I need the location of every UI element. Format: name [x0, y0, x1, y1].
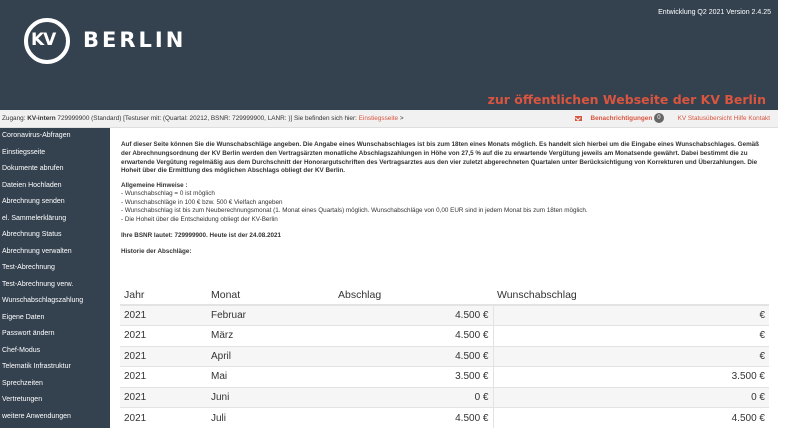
brand-name: BERLIN [83, 28, 187, 52]
sidebar-item-weitere-anwendungen[interactable]: weitere Anwendungen [2, 412, 71, 420]
wunschabschlag-input[interactable]: 0 € [493, 387, 769, 408]
hinweis-item: - Wunschabschlag ist bis zum Neuberechnungsmonat (1. Monat eines Quartals) möglich. Wunschabschläge von 0,00 EUR sind in jedem Monat bis zum 18ten möglich. [121, 207, 588, 215]
historie-title: Historie der Abschläge: [121, 247, 192, 255]
table-row [120, 305, 769, 326]
sidebar-item-dokumente-abrufen[interactable]: Dokumente abrufen [2, 165, 64, 172]
access-info [2, 110, 404, 128]
sidebar-item-sprechzeiten[interactable]: Sprechzeiten [2, 379, 43, 387]
sidebar-item-abrechnung-status[interactable]: Abrechnung Status [2, 231, 62, 238]
hinweise-list [121, 190, 769, 224]
abschlag-history-table [120, 286, 769, 428]
sidebar-item-abrechnung-senden[interactable]: Abrechnung senden [2, 198, 65, 205]
cell-monat: Juli [207, 408, 334, 428]
cell-jahr: 2021 [120, 408, 207, 428]
column-header-wunschabschlag: Wunschabschlag [493, 286, 769, 305]
column-header-monat: Monat [207, 286, 334, 305]
table-row [120, 367, 769, 388]
cell-abschlag: 4.500 € [334, 326, 493, 347]
sidebar-item-sammelerklaerung[interactable]: el. Sammelerklärung [2, 214, 67, 222]
access-details: 729999900 (Standard) [Testuser mit: (Quartal: 20212, BSNR: 729999900, LANR: )] Sie befinden sich hier: [55, 115, 359, 122]
sidebar-item-einstiegsseite[interactable]: Einstiegsseite [2, 148, 46, 156]
cell-abschlag: 0 € [334, 387, 493, 408]
sidebar-item-test-abrechnung-verw[interactable]: Test-Abrechnung verw. [2, 280, 74, 288]
sidebar-item-telematik-infrastruktur[interactable]: Telematik Infrastruktur [2, 363, 71, 370]
cell-jahr: 2021 [120, 326, 207, 347]
table-row [120, 387, 769, 408]
public-website-link[interactable]: zur öffentlichen Webseite der KV Berlin [487, 92, 766, 107]
table-row [120, 408, 769, 428]
cell-jahr: 2021 [120, 367, 207, 388]
sidebar-nav [0, 128, 110, 428]
sidebar-item-test-abrechnung[interactable]: Test-Abrechnung [2, 264, 55, 271]
page-header [0, 0, 778, 110]
wunschabschlag-input[interactable]: € [493, 305, 769, 326]
breadcrumb-link[interactable]: Einstiegsseite [358, 115, 399, 122]
sidebar-item-vertretungen[interactable]: Vertretungen [2, 396, 43, 403]
hinweis-item: - Die Hoheit über die Entscheidung obliegt der KV-Berlin [121, 215, 278, 223]
cell-abschlag: 4.500 € [334, 305, 493, 326]
access-prefix: Zugang: [2, 115, 28, 122]
contact-link[interactable]: Kontakt [748, 115, 770, 122]
notifications-count-badge: 0 [654, 113, 663, 123]
sidebar-item-dateien-hochladen[interactable]: Dateien Hochladen [2, 181, 62, 189]
wunschabschlag-input[interactable]: € [493, 326, 769, 347]
table-row [120, 346, 769, 367]
bsnr-line: Ihre BSNR lautet: 729999900. Heute ist der 24.08.2021 [121, 231, 281, 239]
sidebar-item-passwort-aendern[interactable]: Passwort ändern [2, 330, 55, 337]
notifications-link[interactable]: Benachrichtigungen [590, 115, 653, 122]
wunschabschlag-input[interactable]: € [493, 346, 769, 367]
status-overview-link[interactable]: KV Statusübersicht [677, 115, 732, 122]
infobar-actions [575, 110, 770, 128]
breadcrumb-separator: > [398, 115, 404, 122]
cell-monat: Mai [207, 367, 334, 388]
hinweise-title: Allgemeine Hinweise : [121, 182, 188, 190]
wunschabschlag-input[interactable]: 3.500 € [493, 367, 769, 388]
cell-abschlag: 3.500 € [334, 367, 493, 388]
table-header-row [120, 286, 769, 305]
cell-monat: April [207, 346, 334, 367]
logo-text: KV [31, 30, 56, 50]
hinweis-item: - Wunschabschlag = 0 ist möglich [121, 190, 215, 198]
main-content [121, 141, 769, 256]
help-link[interactable]: Hilfe [733, 115, 747, 122]
hinweis-item: - Wunschabschläge in 100 € bzw. 500 € Vielfach angeben [121, 198, 283, 206]
cell-jahr: 2021 [120, 346, 207, 367]
cell-abschlag: 4.500 € [334, 408, 493, 428]
version-label: Entwicklung Q2 2021 Version 2.4.25 [658, 9, 771, 16]
cell-monat: Juni [207, 387, 334, 408]
wunschabschlag-input[interactable]: 4.500 € [493, 408, 769, 428]
sidebar-item-abrechnung-verwalten[interactable]: Abrechnung verwalten [2, 247, 72, 255]
access-type: KV-intern [27, 115, 56, 122]
cell-jahr: 2021 [120, 305, 207, 326]
sidebar-item-eigene-daten[interactable]: Eigene Daten [2, 313, 45, 321]
table-row [120, 326, 769, 347]
info-bar [0, 110, 778, 128]
column-header-abschlag: Abschlag [334, 286, 493, 305]
mail-icon [575, 116, 582, 121]
sidebar-item-chef-modus[interactable]: Chef-Modus [2, 346, 41, 354]
cell-monat: März [207, 326, 334, 347]
column-header-jahr: Jahr [120, 286, 207, 305]
cell-monat: Februar [207, 305, 334, 326]
cell-jahr: 2021 [120, 387, 207, 408]
sidebar-item-wunschabschlagszahlung[interactable]: Wunschabschlagszahlung [2, 297, 84, 304]
cell-abschlag: 4.500 € [334, 346, 493, 367]
intro-text: Auf dieser Seite können Sie die Wunschabschläge angeben. Die Angabe eines Wunschabschlages ist bis zum 18ten eines Monats möglich. Es handelt sich hierbei um die Eingabe eines Wunschabschlages. Gemäß der Abrechnungsordnung der KV Berlin werden den Vertragsärzten monatliche Abschlagszahlungen in Höhe von 27,5 % auf die zu erwartende Vergütung jeweils am Monatsende gewährt. Dabei bestimmt die zu erwartende Vergütung regelmäßig aus dem Durchschnitt der Honorargutschriften des Vertragsarztes aus den vier zuletzt abgerechneten Quartalen unter Berücksichtigung von Korrekturen und Überzahlungen. Die Hoheit über die Ermittlung des möglichen Abschlags obliegt der KV Berlin. [121, 141, 760, 175]
sidebar-item-coronavirus-abfragen[interactable]: Coronavirus-Abfragen [2, 132, 71, 139]
